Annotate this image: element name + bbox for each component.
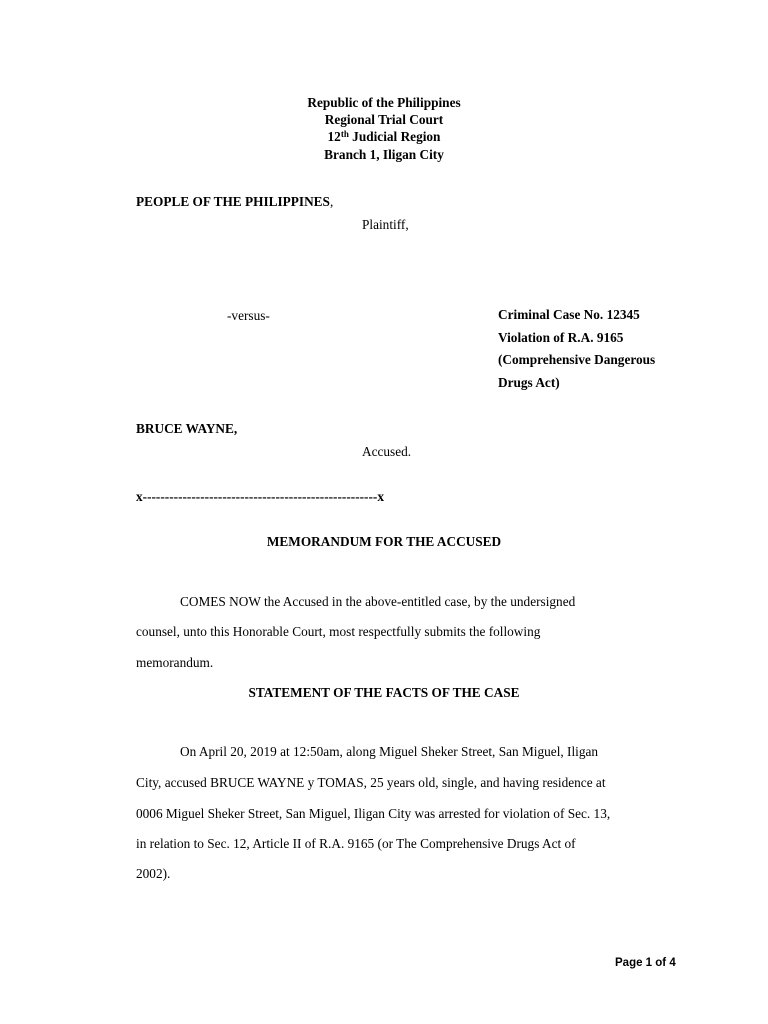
versus-label: -versus-	[227, 308, 270, 323]
facts-line-5: 2002).	[136, 866, 171, 881]
page-number: Page 1 of 4	[615, 957, 676, 969]
caption-separator: x-----------------------------------------------------x	[136, 489, 384, 504]
document-title: MEMORANDUM FOR THE ACCUSED	[266, 534, 502, 549]
facts-line-3: 0006 Miguel Sheker Street, San Miguel, Iligan City was arrested for violation of Sec. 13,	[136, 806, 611, 821]
facts-line-1: On April 20, 2019 at 12:50am, along Miguel Sheker Street, San Miguel, Iligan	[180, 744, 599, 759]
facts-line-4: in relation to Sec. 12, Article II of R.A. 9165 (or The Comprehensive Drugs Act of	[136, 836, 576, 851]
court-region-number: 12	[327, 129, 341, 144]
plaintiff-role: Plaintiff,	[362, 217, 409, 232]
court-republic: Republic of the Philippines	[307, 95, 461, 110]
plaintiff-name: PEOPLE OF THE PHILIPPINES	[136, 194, 330, 209]
court-region-text: Judicial Region	[348, 129, 441, 144]
accused-role: Accused.	[362, 444, 412, 459]
intro-line-3: memorandum.	[136, 655, 214, 670]
plaintiff-comma: ,	[329, 194, 334, 209]
intro-line-2: counsel, unto this Honorable Court, most respectfully submits the following	[136, 624, 541, 639]
court-name: Regional Trial Court	[324, 112, 444, 127]
intro-line-1: COMES NOW the Accused in the above-entitled case, by the undersigned	[180, 594, 576, 609]
court-region-ordinal: th	[340, 128, 349, 139]
plaintiff-line	[136, 195, 333, 208]
accused-name: BRUCE WAYNE,	[136, 421, 238, 436]
facts-heading: STATEMENT OF THE FACTS OF THE CASE	[248, 685, 520, 700]
case-number: Criminal Case No. 12345	[498, 307, 640, 322]
case-law-title-cont: Drugs Act)	[498, 375, 560, 390]
court-region	[0, 130, 768, 143]
facts-line-2: City, accused BRUCE WAYNE y TOMAS, 25 years old, single, and having residence at	[136, 775, 606, 790]
case-law-title: (Comprehensive Dangerous	[498, 352, 656, 367]
court-branch: Branch 1, Iligan City	[324, 147, 444, 162]
case-violation: Violation of R.A. 9165	[498, 330, 624, 345]
